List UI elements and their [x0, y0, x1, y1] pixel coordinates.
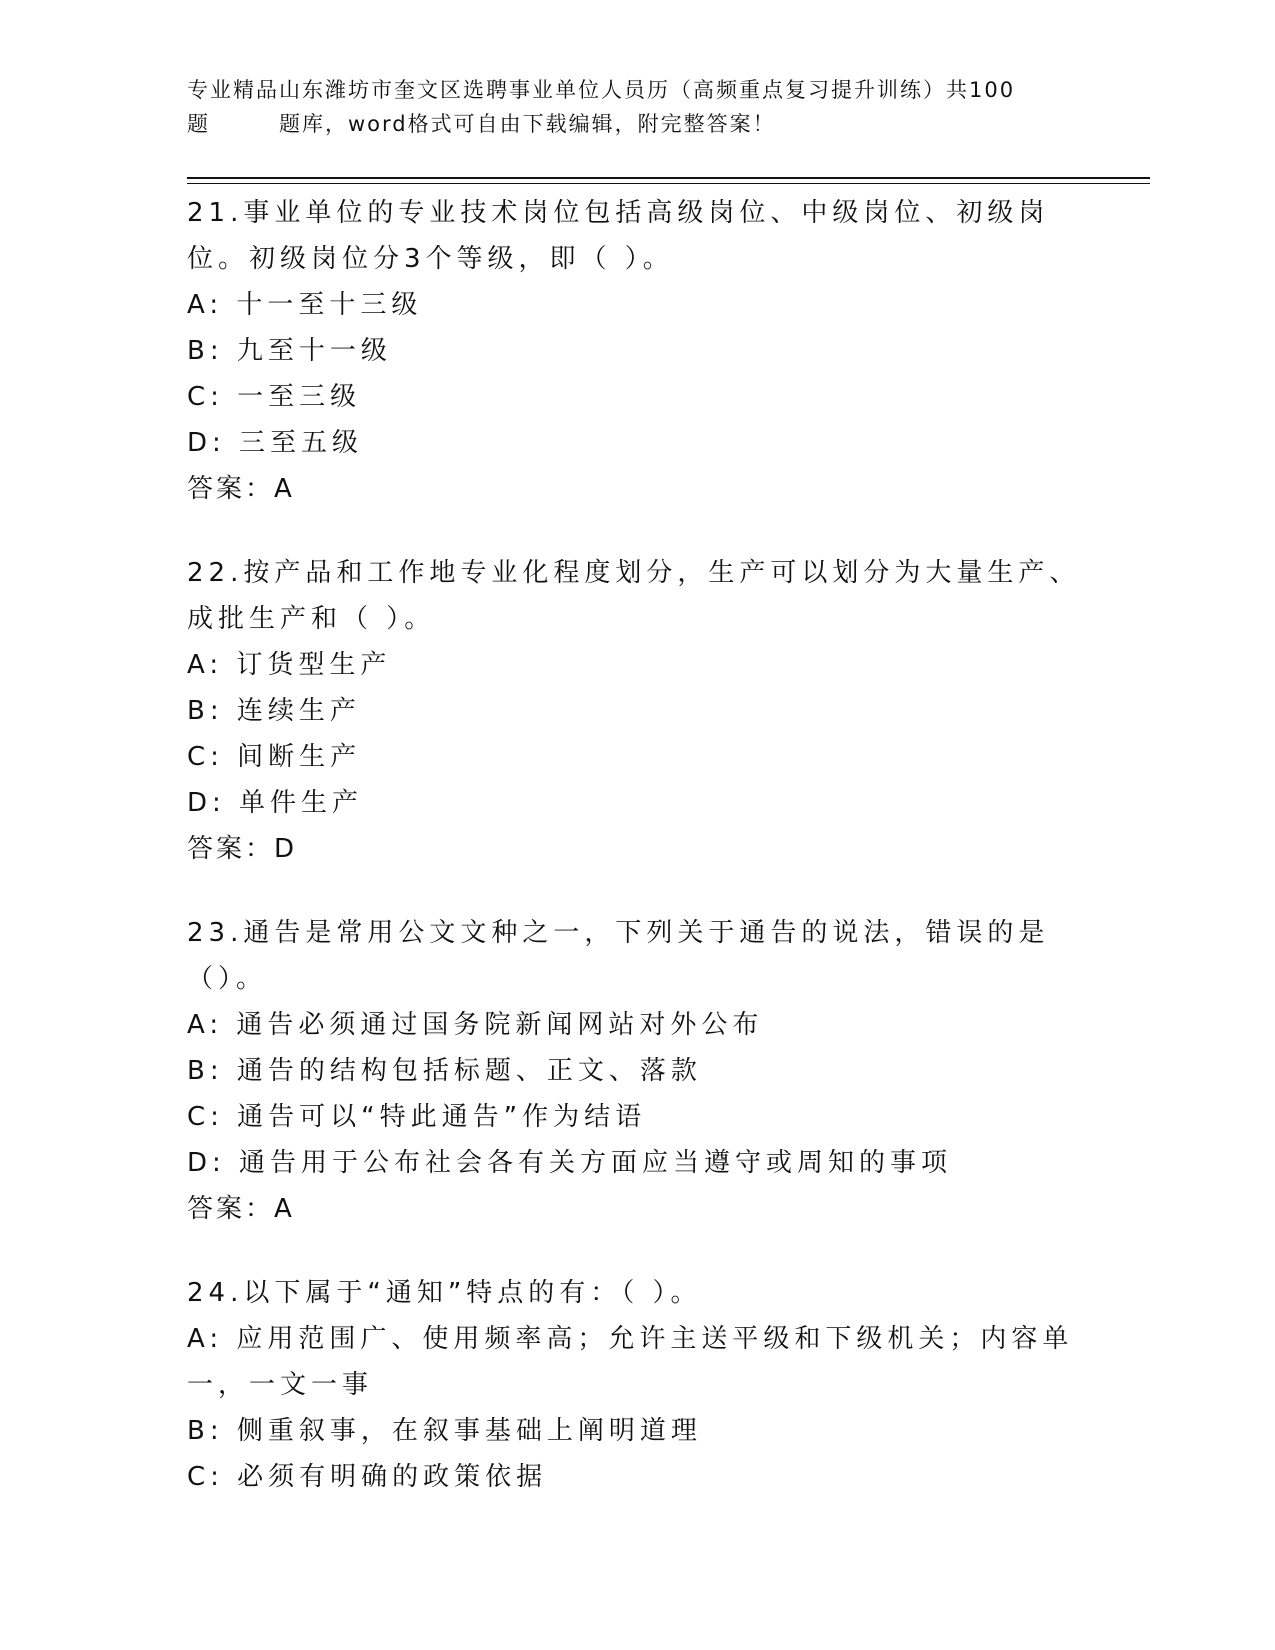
header-divider-thick	[187, 177, 1150, 179]
option-a: A: 应用范围广、使用频率高；允许主送平级和下级机关；内容单一，一文一事	[187, 1324, 1074, 1400]
option-a: A: 十一至十三级	[187, 290, 423, 320]
option-c: C: 间断生产	[187, 742, 362, 772]
question-23	[187, 910, 1087, 1232]
answer-label: 答案：	[187, 834, 275, 864]
header-divider-thin	[187, 183, 1150, 184]
answer-line	[187, 466, 1087, 512]
option-c: C: 必须有明确的政策依据	[187, 1462, 548, 1492]
header-title-line1: 专业精品山东潍坊市奎文区选聘事业单位人员历（高频重点复习提升训练）共100	[187, 78, 1016, 102]
question-22	[187, 550, 1087, 872]
document-header	[187, 73, 1087, 141]
option-a: A: 通告必须通过国务院新闻网站对外公布	[187, 1010, 764, 1040]
answer-value: D	[274, 834, 298, 864]
option-b: B: 九至十一级	[187, 336, 392, 366]
header-title-line2	[187, 107, 1087, 141]
answer-label: 答案：	[187, 1194, 275, 1224]
option-b: B: 连续生产	[187, 696, 361, 726]
answer-value: A	[274, 474, 295, 504]
option-c: C: 一至三级	[187, 382, 362, 412]
question-list	[187, 190, 1087, 1538]
option-b: B: 通告的结构包括标题、正文、落款	[187, 1056, 702, 1086]
answer-line	[187, 826, 1087, 872]
header-title-line2-right: 题库，word格式可自由下载编辑，附完整答案！	[279, 112, 776, 136]
option-b: B: 侧重叙事，在叙事基础上阐明道理	[187, 1416, 702, 1446]
answer-line	[187, 1186, 1087, 1232]
option-d: D: 通告用于公布社会各有关方面应当遵守或周知的事项	[187, 1148, 953, 1178]
answer-value: A	[274, 1194, 295, 1224]
option-c: C: 通告可以“特此通告”作为结语	[187, 1102, 647, 1132]
answer-label: 答案：	[187, 474, 275, 504]
option-a: A: 订货型生产	[187, 650, 392, 680]
question-21	[187, 190, 1087, 512]
question-stem: 23.通告是常用公文文种之一，下列关于通告的说法，错误的是（）。	[187, 918, 1050, 994]
option-d: D: 单件生产	[187, 788, 364, 818]
question-stem: 21.事业单位的专业技术岗位包括高级岗位、中级岗位、初级岗位。初级岗位分3个等级，即（ ）。	[187, 198, 1050, 274]
question-stem: 24.以下属于“通知”特点的有：（ ）。	[187, 1278, 702, 1308]
header-title-line2-left: 题	[187, 112, 210, 136]
question-24	[187, 1270, 1087, 1500]
option-d: D: 三至五级	[187, 428, 364, 458]
question-stem: 22.按产品和工作地专业化程度划分，生产可以划分为大量生产、成批生产和（ ）。	[187, 558, 1081, 634]
